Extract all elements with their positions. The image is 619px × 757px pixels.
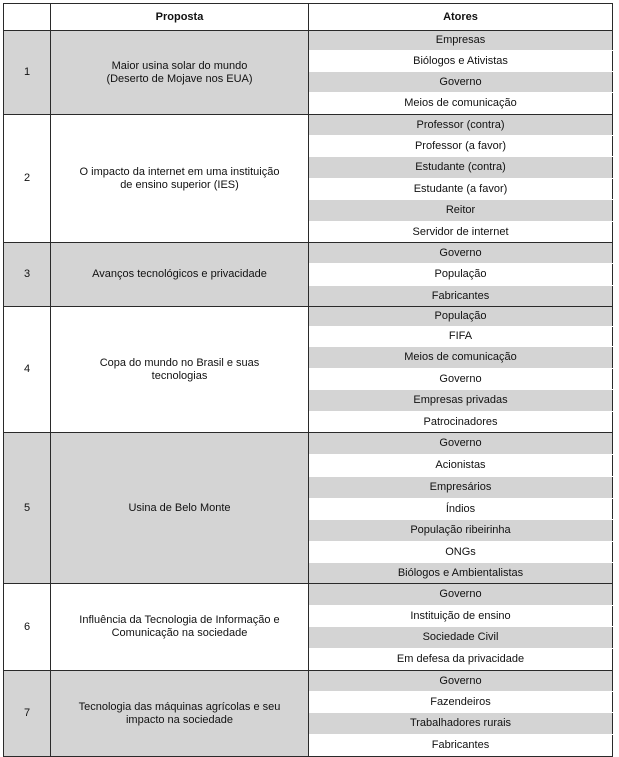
actor-cell: Estudante (a favor) (309, 179, 613, 200)
table-row (4, 433, 613, 455)
proposal-number: 7 (4, 671, 51, 757)
actor-cell: Fabricantes (309, 735, 613, 757)
actor-cell: Instituição de ensino (309, 606, 613, 627)
actor-cell: ONGs (309, 542, 613, 563)
actor-cell: Professor (contra) (309, 115, 613, 136)
proposal-title: Usina de Belo Monte (51, 433, 309, 584)
actor-cell: Sociedade Civil (309, 627, 613, 649)
table-body (4, 31, 613, 757)
actor-cell: Índios (309, 499, 613, 520)
actor-cell: Trabalhadores rurais (309, 713, 613, 735)
actor-cell: Governo (309, 243, 613, 264)
header-atores: Atores (309, 4, 613, 31)
actor-cell: Governo (309, 72, 613, 93)
actor-cell: População (309, 307, 613, 327)
actor-cell: Governo (309, 369, 613, 390)
actor-cell: Biólogos e Ambientalistas (309, 563, 613, 584)
table-row (4, 115, 613, 136)
proposal-title: Copa do mundo no Brasil e suas tecnologias (51, 307, 309, 433)
actor-cell: Empresas (309, 31, 613, 51)
actor-cell: Meios de comunicação (309, 347, 613, 369)
table-row (4, 671, 613, 692)
actor-cell: Servidor de internet (309, 222, 613, 243)
table-row (4, 243, 613, 264)
actor-cell: Meios de comunicação (309, 93, 613, 115)
actor-cell: Governo (309, 433, 613, 455)
actor-cell: Biólogos e Ativistas (309, 51, 613, 72)
table-row (4, 307, 613, 327)
actor-cell: Professor (a favor) (309, 136, 613, 157)
proposal-title: Influência da Tecnologia de Informação e Comunicação na sociedade (51, 584, 309, 671)
actor-cell: Patrocinadores (309, 412, 613, 433)
actor-cell: Empresários (309, 477, 613, 499)
proposals-table (3, 3, 613, 757)
proposal-number: 1 (4, 31, 51, 115)
proposal-number: 4 (4, 307, 51, 433)
proposal-title: O impacto da internet em uma instituição de ensino superior (IES) (51, 115, 309, 243)
proposal-title: Tecnologia das máquinas agrícolas e seu impacto na sociedade (51, 671, 309, 757)
actor-cell: Reitor (309, 200, 613, 222)
actor-cell: População ribeirinha (309, 520, 613, 542)
actor-cell: Em defesa da privacidade (309, 649, 613, 671)
actor-cell: Fabricantes (309, 286, 613, 307)
actor-cell: População (309, 264, 613, 286)
proposal-number: 6 (4, 584, 51, 671)
actor-cell: FIFA (309, 327, 613, 347)
table-row (4, 31, 613, 51)
proposal-number: 3 (4, 243, 51, 307)
proposal-title: Maior usina solar do mundo (Deserto de Mojave nos EUA) (51, 31, 309, 115)
header-proposta: Proposta (51, 4, 309, 31)
actor-cell: Empresas privadas (309, 390, 613, 412)
header-number (4, 4, 51, 31)
actor-cell: Fazendeiros (309, 692, 613, 713)
proposal-number: 2 (4, 115, 51, 243)
proposal-number: 5 (4, 433, 51, 584)
actor-cell: Governo (309, 671, 613, 692)
header-row (4, 4, 613, 31)
actor-cell: Estudante (contra) (309, 157, 613, 179)
actor-cell: Acionistas (309, 455, 613, 477)
actor-cell: Governo (309, 584, 613, 606)
table-row (4, 584, 613, 606)
proposal-title: Avanços tecnológicos e privacidade (51, 243, 309, 307)
